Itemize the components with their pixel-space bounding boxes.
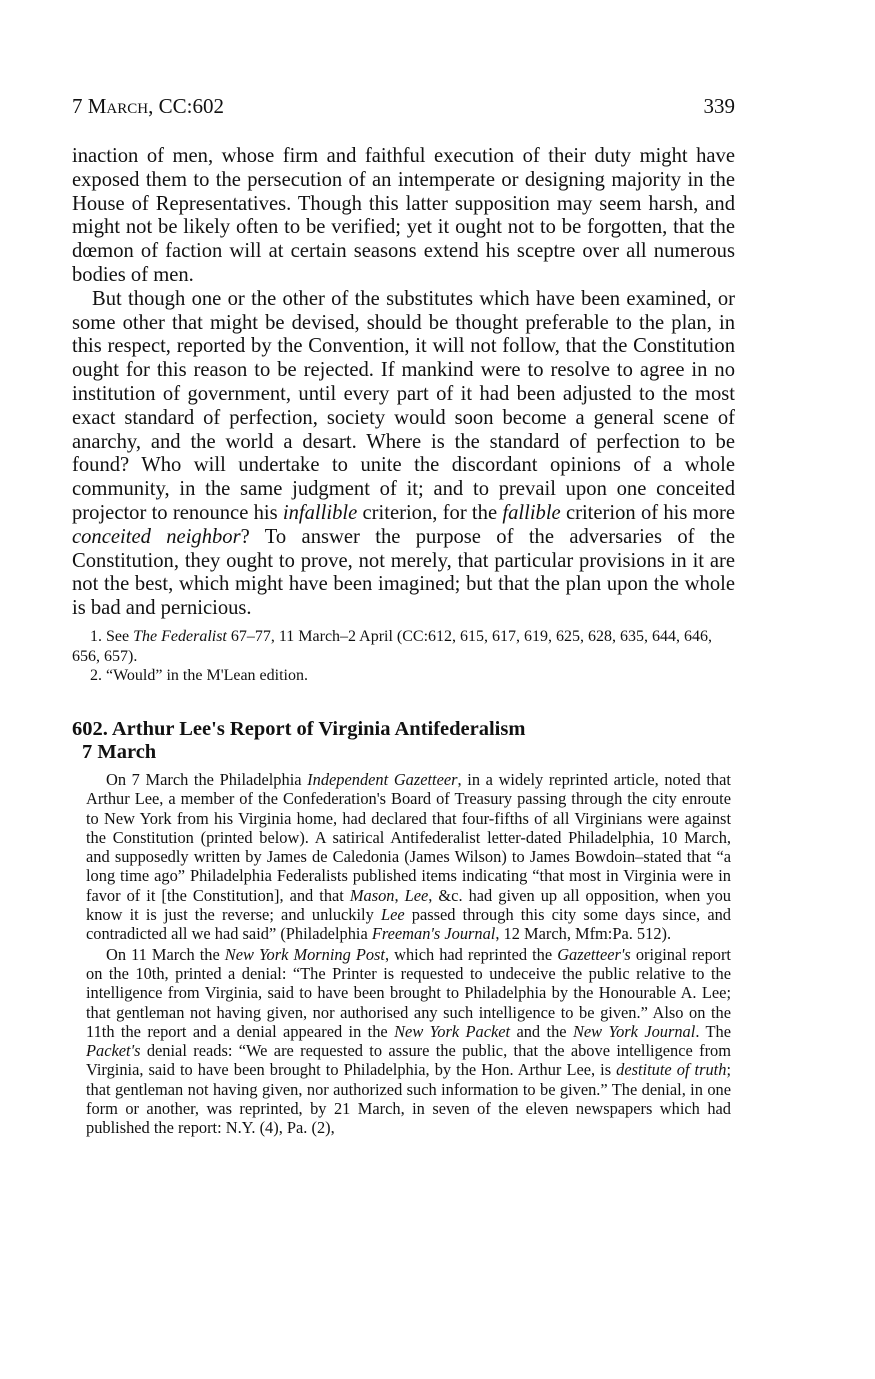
headnote-text: ; that gentleman not having given, nor authorized such information to be given.” The denial, in one form or another, was reprinted, by 21 March, in seven of the eleven newspapers which had published the report: N.Y. (4), Pa. (2), (86, 1060, 731, 1138)
headnote-paragraph-2 (86, 945, 731, 1138)
headnote-paragraph-1 (86, 770, 731, 944)
headnote-text: , in a widely reprinted article, noted that Arthur Lee, a member of the Confederation's Board of Treasury passing through the city enroute to New York from his Virginia home, had declared that four-fifths of all Virginians were against the Constitution (printed below). A satirical Antifederalist letter-dated Philadelphia, 10 March, and supposedly written by James de Caledonia (James Wilson) to James Bowdoin–stated that “a long time ago” Philadelphia Federalists published items indicating “that most in Virginia were in favor of it [the Constitution], and that (86, 770, 731, 905)
headnote (86, 770, 731, 1139)
main-text (72, 145, 735, 621)
running-head-day: 7 (72, 94, 83, 118)
headnote-text: passed through this city some days since, and contradicted all we had said” (Philadelphia (86, 905, 731, 944)
running-head-left (72, 94, 224, 119)
headnote-italic: Freeman's Journal (371, 924, 496, 944)
headnote-italic: Lee (404, 885, 429, 905)
headnote-italic: New York Morning Post (224, 944, 385, 964)
headnote-italic: Mason (349, 885, 395, 905)
paragraph-2-italic: fallible (502, 501, 561, 524)
page-number: 339 (703, 94, 735, 118)
headnote-italic: New York Packet (394, 1021, 511, 1041)
document-date: 7 March (82, 741, 157, 763)
paragraph-2-text: But though one or the other of the substitutes which have been examined, or some other that might be devised, should be thought preferable to the plan, in this respect, reported by the Convention, it will not follow, that the Constitution ought for this reason to be rejected. If mankind were to resolve to agree in no institution of government, until every part of it had been adjusted to the most exact standard of perfection, society would soon become a general scene of anarchy, and the world a desart. Where is the standard of perfection to be found? Who will undertake to unite the discordant opinions of a whole community, in the same judgment of it; and to prevail upon one conceited projector to renounce his (72, 287, 735, 524)
paragraph-2-text: criterion of his more (560, 501, 735, 524)
running-head-month: March (87, 94, 149, 118)
footnote-text: 67–77, 11 March–2 April (CC:612, 615, 617, 619, 625, 628, 635, 644, 646, 656, 657). (72, 628, 713, 665)
paragraph-2-italic: infallible (282, 501, 358, 524)
headnote-italic: New York Journal (572, 1021, 696, 1041)
document-heading (72, 718, 735, 764)
document-title: 602. Arthur Lee's Report of Virginia Antifederalism (72, 718, 526, 740)
footnote-text: 1. See (90, 628, 134, 645)
headnote-text: , (394, 885, 405, 905)
headnote-italic: Gazetteer's (557, 944, 631, 964)
footnote-italic: The Federalist (133, 628, 227, 645)
paragraph-2-text: criterion, for the (357, 501, 503, 524)
headnote-text: , 12 March, Mfm:Pa. 512). (495, 924, 672, 944)
headnote-text: original report on the 10th, printed a denial: “The Printer is requested to undeceive the public relative to the intelligence from Virginia, said to have been brought to Philadelphia by the Honourable A. Lee; that gentleman not having given, nor authorised any such intelligence to be given.” Also on the 11th the report and a denial appeared in the (86, 944, 731, 1041)
headnote-text: , &c. had given up all opposition, when you know it is just the reverse; and unluckily (86, 885, 731, 925)
headnote-text: On 11 March the (106, 944, 225, 964)
headnote-italic: Independent Gazetteer (307, 770, 458, 789)
headnote-text: . The (695, 1021, 731, 1041)
running-head (72, 94, 735, 119)
running-head-doc: , CC:602 (148, 94, 224, 118)
paragraph-2 (72, 288, 735, 621)
headnote-italic: Lee (380, 905, 405, 925)
headnote-text: On 7 March the Philadelphia (106, 770, 308, 789)
headnote-text: and the (510, 1021, 573, 1041)
headnote-text: , which had reprinted the (384, 944, 558, 964)
headnote-text: denial reads: “We are requested to assure the public, that the above intelligence from Virginia, said to have been brought to Philadelphia, by the Hon. Arthur Lee, is (86, 1041, 731, 1080)
paragraph-2-text: ? To answer the purpose of the adversaries of the Constitution, they ought to prove, not merely, that particular provisions in it are not the best, which might have been imagined; but that the plan upon the whole is bad and pernicious. (72, 525, 735, 620)
footnotes (72, 627, 735, 686)
paragraph-2-italic: conceited neighbor (72, 525, 241, 548)
headnote-italic: Packet's (86, 1041, 141, 1061)
footnote-1 (72, 627, 735, 666)
paragraph-1: inaction of men, whose firm and faithful execution of their duty might have exposed them to the persecution of an intemperate or designing majority in the House of Representatives. Though this latter supposition may seem harsh, and might not be likely often to be verified; yet it ought not to be forgotten, that the dœmon of faction will at certain seasons extend his sceptre over all numerous bodies of men. (72, 145, 735, 286)
footnote-2: 2. “Would” in the M'Lean edition. (90, 667, 308, 684)
headnote-italic: destitute of truth (616, 1060, 727, 1080)
